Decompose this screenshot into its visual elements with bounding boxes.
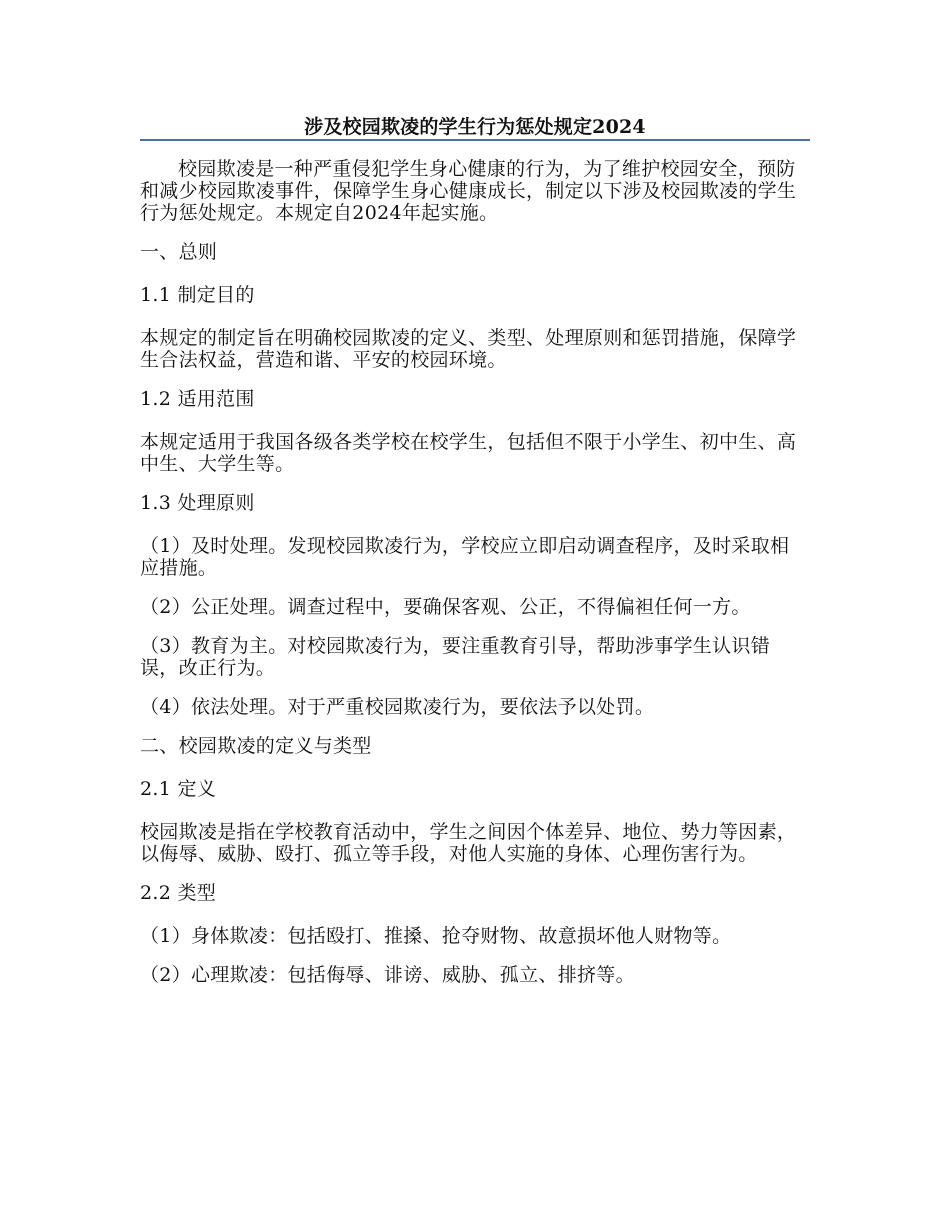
- list-item: （1）及时处理。发现校园欺凌行为，学校应立即启动调查程序，及时采取相应措施。: [140, 535, 790, 579]
- list-item: （3）教育为主。对校园欺凌行为，要注重教育引导，帮助涉事学生认识错误，改正行为。: [140, 635, 770, 679]
- body-paragraph: 本规定适用于我国各级各类学校在校学生，包括但不限于小学生、初中生、高中生、大学生等。: [140, 431, 797, 475]
- document-body: [140, 158, 808, 1003]
- list-item: （2）公正处理。调查过程中，要确保客观、公正，不得偏袒任何一方。: [140, 596, 751, 618]
- body-paragraph: 校园欺凌是指在学校教育活动中，学生之间因个体差异、地位、势力等因素，以侮辱、威胁、殴打、孤立等手段，对他人实施的身体、心理伤害行为。: [140, 821, 797, 865]
- body-paragraph: 本规定的制定旨在明确校园欺凌的定义、类型、处理原则和惩罚措施，保障学生合法权益，营造和谐、平安的校园环境。: [140, 327, 797, 371]
- section-heading-definition-types: 二、校园欺凌的定义与类型: [140, 735, 372, 757]
- subsection-heading-definition: 2.1 定义: [140, 778, 217, 800]
- document-title: 涉及校园欺凌的学生行为惩处规定2024: [304, 116, 646, 138]
- subsection-heading-purpose: 1.1 制定目的: [140, 284, 255, 306]
- title-underline: [140, 139, 810, 141]
- subsection-heading-principles: 1.3 处理原则: [140, 492, 255, 514]
- intro-paragraph: 校园欺凌是一种严重侵犯学生身心健康的行为，为了维护校园安全，预防和减少校园欺凌事件，保障学生身心健康成长，制定以下涉及校园欺凌的学生行为惩处规定。本规定自2024年起实施。: [140, 158, 797, 224]
- subsection-heading-scope: 1.2 适用范围: [140, 388, 255, 410]
- section-heading-general: 一、总则: [140, 241, 218, 263]
- list-item: （1）身体欺凌：包括殴打、推搡、抢夺财物、故意损坏他人财物等。: [140, 925, 732, 947]
- list-item: （2）心理欺凌：包括侮辱、诽谤、威胁、孤立、排挤等。: [140, 964, 635, 986]
- subsection-heading-types: 2.2 类型: [140, 882, 217, 904]
- list-item: （4）依法处理。对于严重校园欺凌行为，要依法予以处罚。: [140, 696, 655, 718]
